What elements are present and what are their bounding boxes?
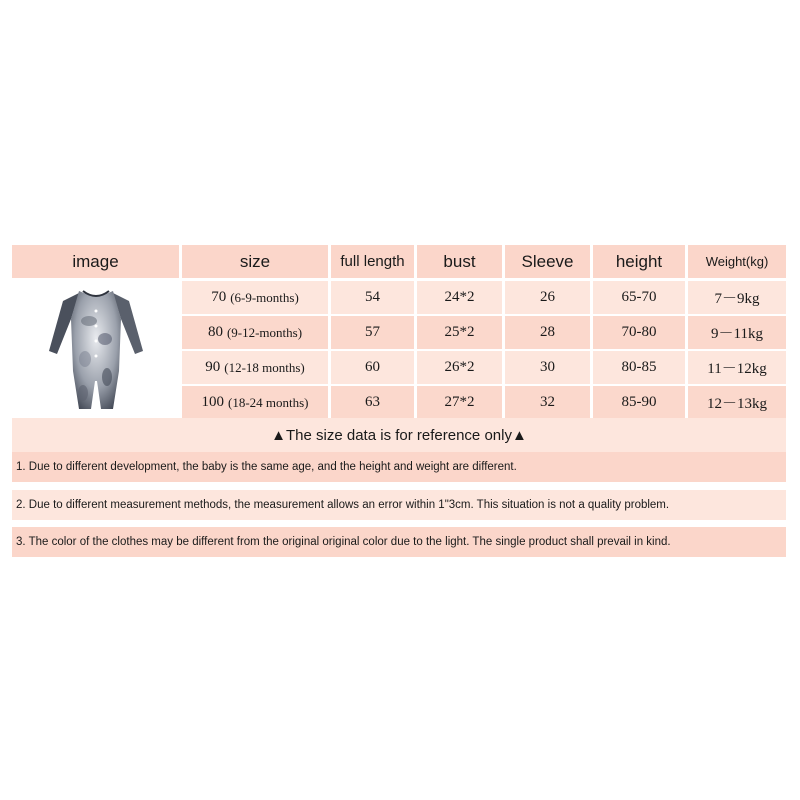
size-cell: [182, 351, 331, 384]
note-3: 3. The color of the clothes may be different from the original original color due to the light. The single product shall prevail in kind.: [12, 527, 786, 557]
size-chart-header-row: [12, 245, 786, 281]
table-row: [182, 316, 786, 351]
bust-cell: 24*2: [417, 281, 505, 314]
header-image: image: [12, 245, 182, 281]
header-full-length: full length: [331, 245, 417, 281]
sleeve-cell: 30: [505, 351, 593, 384]
note-1: 1. Due to different development, the baby is the same age, and the height and weight are different.: [12, 452, 786, 482]
size-chart-table: [12, 245, 786, 421]
header-bust: bust: [417, 245, 505, 281]
full-length-cell: 54: [331, 281, 417, 314]
height-cell: 80-85: [593, 351, 688, 384]
product-image: [12, 281, 182, 417]
full-length-cell: 60: [331, 351, 417, 384]
sleeve-cell: 28: [505, 316, 593, 349]
height-cell: 65-70: [593, 281, 688, 314]
size-value: 90: [205, 359, 221, 375]
weight-cell: 9－11kg: [688, 316, 786, 349]
header-weight: Weight(kg): [688, 245, 786, 281]
size-cell: [182, 281, 331, 314]
size-value: 70: [211, 289, 227, 305]
table-row: [182, 351, 786, 386]
size-rows: [182, 281, 786, 421]
height-cell: 85-90: [593, 386, 688, 419]
header-height: height: [593, 245, 688, 281]
table-row: [182, 386, 786, 421]
sleeve-cell: 32: [505, 386, 593, 419]
size-cell: [182, 386, 331, 419]
full-length-cell: 57: [331, 316, 417, 349]
size-value: 100: [201, 394, 224, 410]
sleeve-cell: 26: [505, 281, 593, 314]
weight-cell: 7－9kg: [688, 281, 786, 314]
weight-cell: 11－12kg: [688, 351, 786, 384]
table-row: [182, 281, 786, 316]
age-value: (9-12-months): [226, 324, 303, 340]
full-length-cell: 63: [331, 386, 417, 419]
bust-cell: 25*2: [417, 316, 505, 349]
age-value: (6-9-months): [230, 289, 299, 305]
height-cell: 70-80: [593, 316, 688, 349]
size-chart-body: [12, 281, 786, 421]
reference-note: ▲The size data is for reference only▲: [12, 418, 786, 452]
header-sleeve: Sleeve: [505, 245, 593, 281]
romper-icon: [41, 281, 151, 417]
note-2: 2. Due to different measurement methods, the measurement allows an error within 1"3cm. This situation is not a quality problem.: [12, 490, 786, 520]
size-cell: [182, 316, 331, 349]
age-value: (12-18 months): [224, 359, 305, 375]
size-value: 80: [207, 324, 223, 340]
bust-cell: 27*2: [417, 386, 505, 419]
age-value: (18-24 months): [227, 394, 309, 410]
header-size: size: [182, 245, 331, 281]
weight-cell: 12－13kg: [688, 386, 786, 419]
bust-cell: 26*2: [417, 351, 505, 384]
